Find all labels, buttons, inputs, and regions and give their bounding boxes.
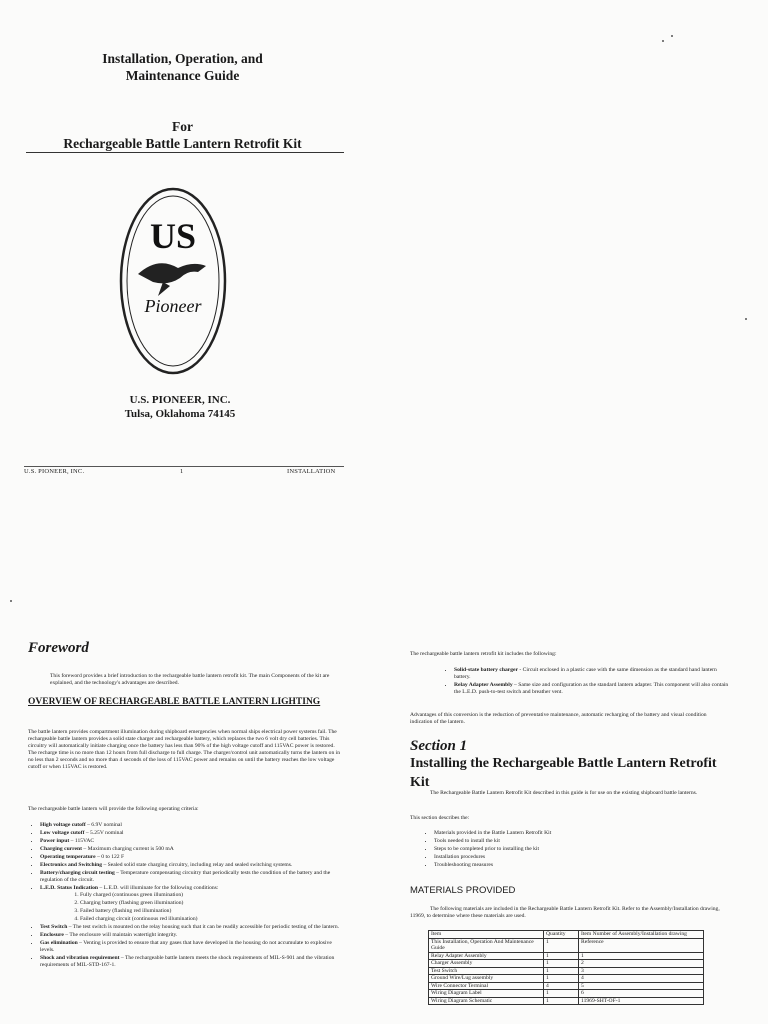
materials-table-wrapper	[428, 930, 704, 1005]
criteria-list	[26, 822, 344, 969]
table-cell: 1	[544, 967, 579, 975]
kit-list-container	[440, 667, 730, 697]
for-block	[20, 118, 345, 152]
list-item: • Electronics and Switching – Sealed solid state charging circuitry, including relay and sealed switching systems.	[40, 862, 344, 869]
list-item: • Operating temperature – 0 to 122 F	[40, 854, 344, 861]
list-item: • Troubleshooting measures	[434, 862, 720, 869]
materials-intro: The following materials are included in the Rechargeable Battle Lantern Retrofit Kit. Refer to the Assembly/Installation drawing, 11969, to determine where these materials are used.	[410, 906, 720, 919]
list-item: • Charging current – Maximum charging current is 500 mA	[40, 846, 344, 853]
table-header-row	[429, 931, 704, 939]
section-label: Section 1	[410, 738, 468, 754]
criteria-list-container	[26, 822, 344, 970]
title-divider	[26, 152, 344, 153]
scan-speck	[662, 40, 664, 42]
table-header-cell: Item Number of Assembly/Installation drawing	[579, 931, 704, 939]
logo-letters: US	[149, 216, 197, 256]
materials-heading: MATERIALS PROVIDED	[410, 885, 516, 896]
table-row	[429, 997, 704, 1005]
company-name: U.S. PIONEER, INC.	[129, 394, 231, 406]
list-item: • Test Switch – The test switch is mounted on the relay housing such that it can be readily accessible for periodic testing of the lantern.	[40, 924, 344, 931]
table-header-cell: Item	[429, 931, 544, 939]
company-location: Tulsa, Oklahoma 74145	[124, 408, 236, 420]
list-item: • Relay Adapter Assembly – Same size and configuration as the standard lantern adapter. This component will also contain the L.E.D. push-to-test switch and breather vent.	[454, 682, 730, 696]
for-label: For	[172, 119, 193, 134]
table-cell: 1	[544, 960, 579, 968]
list-item: 4. Failed charging circuit (continuous red illumination)	[80, 916, 344, 923]
describes-list	[420, 830, 720, 869]
list-item: • Power input – 115VAC	[40, 838, 344, 845]
list-item: • L.E.D. Status Indication – L.E.D. will illuminate for the following conditions: 1. Fully charged (continuous green illumination) 2. Charging battery (flashing green illumination) 3. Failed battery (flashing red illumination) 4. Failed charging circuit (continuous red illumination)	[40, 885, 344, 923]
list-item: 3. Failed battery (flashing red illumination)	[80, 908, 344, 915]
product-name: Rechargeable Battle Lantern Retrofit Kit	[63, 136, 302, 151]
company-block	[80, 393, 280, 421]
table-cell: 1	[544, 975, 579, 983]
table-cell: 2	[579, 960, 704, 968]
table-cell: Reference	[579, 938, 704, 952]
footer-left: U.S. PIONEER, INC.	[24, 468, 85, 475]
table-cell: Ground Wire/Lug assembly	[429, 975, 544, 983]
overview-text: The battle lantern provides compartment illumination during shipboard emergencies when normal ships electrical power systems fail. The rechargeable battle lantern provides a solid state charger and rechargeable battery, which replaces the two 6 volt dry cell batteries. This circuitry will automatically initiate charging once the battery has less than 90% of the high voltage cutoff and 115VAC power is restored. The recharge time is no more than 12 hours from full discharge to full charge. The charger/control unit automatically turns the lantern on in no less than 2 seconds and no more than 4 seconds of the loss of 115VAC power and remains on until the battery reaches the low voltage cutoff or when 115VAC is restored.	[28, 729, 341, 770]
list-item: 2. Charging battery (flashing green illumination)	[80, 900, 344, 907]
guide-title-line2: Maintenance Guide	[125, 68, 240, 83]
list-item: • Battery/charging circuit testing – Temperature compensating circuitry that periodically tests the condition of the battery and the regulation of the circuit.	[40, 870, 344, 884]
list-item: • Solid-state battery charger - Circuit enclosed in a plastic case with the same dimension as the standard hand lantern battery.	[454, 667, 730, 681]
table-cell: 4	[544, 982, 579, 990]
list-item: • Steps to be completed prior to installing the kit	[434, 846, 720, 853]
footer-right: INSTALLATION	[287, 468, 336, 475]
table-cell: Relay Adapter Assembly	[429, 952, 544, 960]
footer-divider	[24, 466, 344, 467]
table-cell: Charger Assembly	[429, 960, 544, 968]
list-item: 1. Fully charged (continuous green illumination)	[80, 892, 344, 899]
criteria-intro: The rechargeable battle lantern will provide the following operating criteria:	[28, 806, 199, 812]
list-item: • Enclosure – The enclosure will maintain watertight integrity.	[40, 932, 344, 939]
list-item: • Low voltage cutoff – 5.25V nominal	[40, 830, 344, 837]
advantages-text: Advantages of this conversion is the reduction of preventative maintenance, automatic recharging of the battery and visual condition indication of the lantern.	[410, 712, 707, 725]
guide-title-line1: Installation, Operation, and	[102, 51, 263, 66]
section-intro: The Rechargeable Battle Lantern Retrofit Kit described in this guide is for use on the existing shipboard battle lanterns.	[430, 790, 698, 796]
table-cell: 11969-SHT-OF-1	[579, 997, 704, 1005]
logo-wordmark: Pioneer	[144, 296, 202, 316]
list-item: • Tools needed to install the kit	[434, 838, 720, 845]
section-title: Installing the Rechargeable Battle Lantern Retrofit Kit	[410, 756, 717, 790]
table-row	[429, 967, 704, 975]
describes-list-container	[420, 830, 720, 870]
list-item: • Installation procedures	[434, 854, 720, 861]
kit-intro: The rechargeable battle lantern retrofit kit includes the following:	[410, 651, 557, 657]
table-cell: Wiring Diagram Label	[429, 990, 544, 998]
table-cell: 6	[579, 990, 704, 998]
scan-speck	[745, 318, 747, 320]
us-pioneer-logo	[118, 186, 228, 376]
kit-list	[440, 667, 730, 696]
table-cell: Test Switch	[429, 967, 544, 975]
materials-table	[428, 930, 704, 1005]
table-header-cell: Quantity	[544, 931, 579, 939]
describes-intro: This section describes the:	[410, 815, 470, 821]
table-row	[429, 938, 704, 952]
guide-title	[60, 50, 305, 84]
table-cell: 5	[579, 982, 704, 990]
table-cell: 3	[579, 967, 704, 975]
list-item: • Shock and vibration requirement – The rechargeable battle lantern meets the shock requirements of MIL-S-901 and the vibration requirements of MIL-STD-167-1.	[40, 955, 344, 969]
list-item: • High voltage cutoff – 6.9V nominal	[40, 822, 344, 829]
table-cell: Wire Connector Terminal	[429, 982, 544, 990]
table-cell: 1	[544, 952, 579, 960]
table-row	[429, 982, 704, 990]
table-row	[429, 960, 704, 968]
table-cell: 1	[544, 938, 579, 952]
table-row	[429, 975, 704, 983]
overview-heading: OVERVIEW OF RECHARGEABLE BATTLE LANTERN LIGHTING	[28, 697, 321, 707]
table-cell: Wiring Diagram Schematic	[429, 997, 544, 1005]
eagle-icon	[138, 263, 206, 283]
foreword-heading: Foreword	[28, 640, 89, 656]
table-cell: This Installation, Operation And Maintenance Guide	[429, 938, 544, 952]
table-cell: 4	[579, 975, 704, 983]
scan-speck	[10, 600, 12, 602]
scan-speck	[671, 35, 673, 37]
table-row	[429, 990, 704, 998]
table-cell: 1	[579, 952, 704, 960]
foreword-intro: This foreword provides a brief introduction to the rechargeable battle lantern retrofit kit. The main Components of the kit are explained, and the technology's advantages are described.	[50, 673, 330, 686]
list-item: • Materials provided in the Battle Lantern Retrofit Kit	[434, 830, 720, 837]
led-conditions-list	[40, 892, 344, 923]
table-row	[429, 952, 704, 960]
table-cell: 1	[544, 997, 579, 1005]
footer-page-number: 1	[180, 468, 184, 475]
list-item: • Gas elimination – Venting is provided to ensure that any gases that have developed in the housing do not accumulate to explosive levels.	[40, 940, 344, 954]
table-cell: 1	[544, 990, 579, 998]
